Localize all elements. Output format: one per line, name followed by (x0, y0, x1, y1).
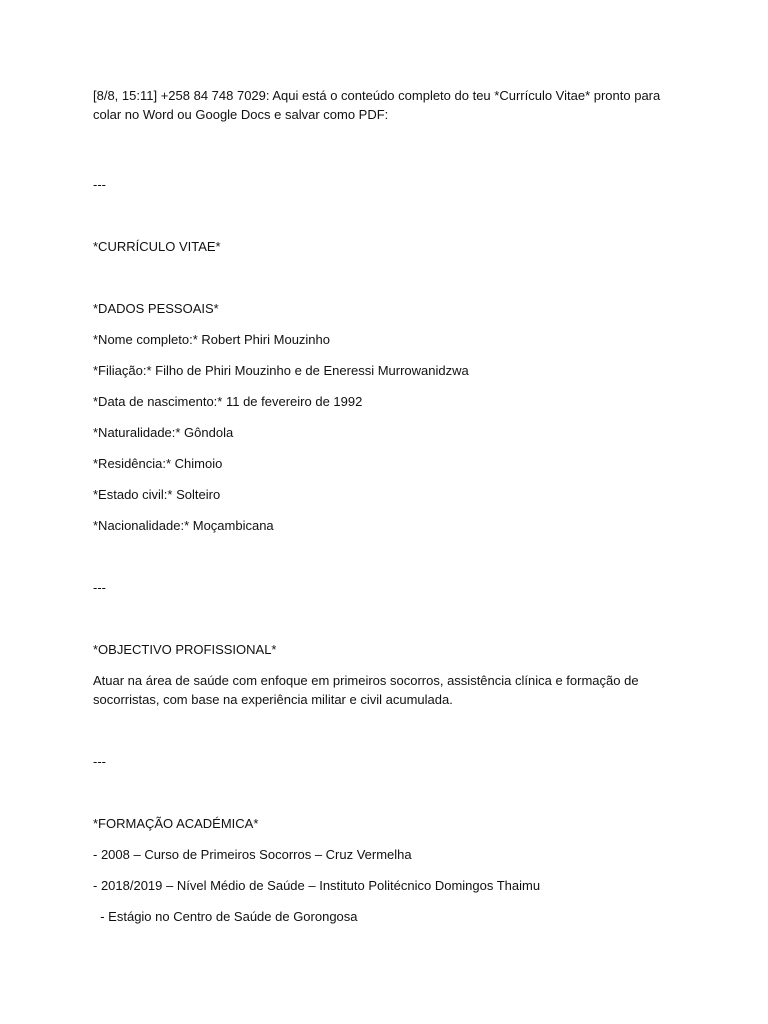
separator: --- (93, 177, 106, 192)
education-heading: *FORMAÇÃO ACADÉMICA* (93, 816, 259, 831)
personal-item-residence: *Residência:* Chimoio (93, 456, 223, 471)
personal-item-birthdate: *Data de nascimento:* 11 de fevereiro de 1992 (93, 394, 363, 409)
separator: --- (93, 754, 106, 769)
personal-item-filiation: *Filiação:* Filho de Phiri Mouzinho e de Eneressi Murrowanidzwa (93, 363, 469, 378)
objective-text: Atuar na área de saúde com enfoque em primeiros socorros, assistência clínica e formação de socorristas, com base na experiência militar e civil acumulada. (93, 673, 643, 707)
separator: --- (93, 580, 106, 595)
document-page (93, 86, 683, 938)
personal-item-nationality: *Nacionalidade:* Moçambicana (93, 518, 274, 533)
education-item: - 2008 – Curso de Primeiros Socorros – Cruz Vermelha (93, 847, 412, 862)
personal-data-heading: *DADOS PESSOAIS* (93, 301, 219, 316)
personal-item-marital-status: *Estado civil:* Solteiro (93, 487, 221, 502)
personal-item-birthplace: *Naturalidade:* Gôndola (93, 425, 234, 440)
education-item: - Estágio no Centro de Saúde de Gorongosa (93, 909, 358, 924)
objective-heading: *OBJECTIVO PROFISSIONAL* (93, 642, 277, 657)
education-item: - 2018/2019 – Nível Médio de Saúde – Instituto Politécnico Domingos Thaimu (93, 878, 541, 893)
personal-item-name: *Nome completo:* Robert Phiri Mouzinho (93, 332, 330, 347)
document-title: *CURRÍCULO VITAE* (93, 239, 221, 254)
intro-message: [8/8, 15:11] +258 84 748 7029: Aqui está o conteúdo completo do teu *Currículo Vitae* pronto para colar no Word ou Google Docs e salvar como PDF: (93, 88, 664, 122)
